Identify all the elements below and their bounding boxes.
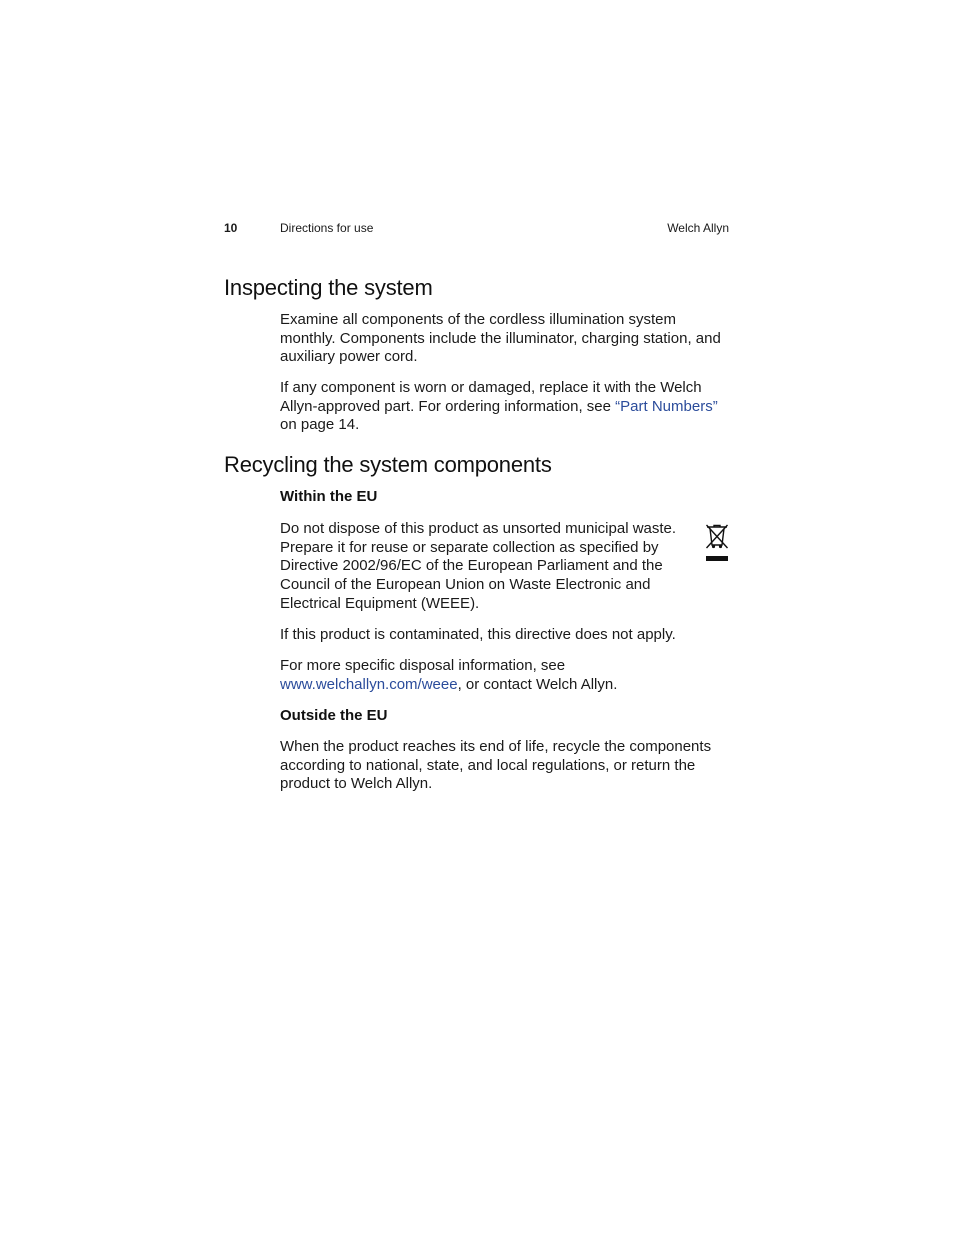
inspecting-paragraph-2-text: If any component is worn or damaged, replace it with the Welch Allyn-approved part. For ordering information, see xyxy=(280,379,702,415)
subheading-within-eu: Within the EU xyxy=(280,488,378,505)
inspecting-paragraph-2 xyxy=(280,379,730,435)
weee-crossed-bin-icon xyxy=(705,523,729,562)
document-title: Directions for use xyxy=(280,221,374,235)
inspecting-paragraph-1: Examine all components of the cordless illumination system monthly. Components include the illuminator, charging station, and auxiliary power cord. xyxy=(280,311,721,366)
within-eu-paragraph-3-tail: , or contact Welch Allyn. xyxy=(457,675,618,693)
outside-eu-paragraph-1: When the product reaches its end of life, recycle the components according to national, state, and local regulations, or return the product to Welch Allyn. xyxy=(280,738,712,793)
page-number: 10 xyxy=(224,221,238,235)
page-header xyxy=(224,221,729,237)
within-eu-paragraph-2: If this product is contaminated, this directive does not apply. xyxy=(280,626,676,643)
subheading-outside-eu: Outside the EU xyxy=(280,707,388,724)
within-eu-paragraph-1: Do not dispose of this product as unsorted municipal waste. Prepare it for reuse or separate collection as specified by Directive 2002/96/EC of the European Parliament and the Council of the European Union on Waste Electronic and Electrical Equipment (WEEE). xyxy=(280,520,677,612)
inspecting-paragraph-2-tail: on page 14. xyxy=(280,416,360,434)
part-numbers-link[interactable]: “Part Numbers” xyxy=(615,397,718,415)
section-heading-inspecting: Inspecting the system xyxy=(224,275,433,300)
section-heading-recycling: Recycling the system components xyxy=(224,452,552,477)
within-eu-paragraph-3 xyxy=(280,657,730,694)
within-eu-paragraph-3-text: For more specific disposal information, see xyxy=(280,657,566,674)
brand-name: Welch Allyn xyxy=(667,221,729,235)
weee-website-link[interactable]: www.welchallyn.com/weee xyxy=(280,675,458,693)
